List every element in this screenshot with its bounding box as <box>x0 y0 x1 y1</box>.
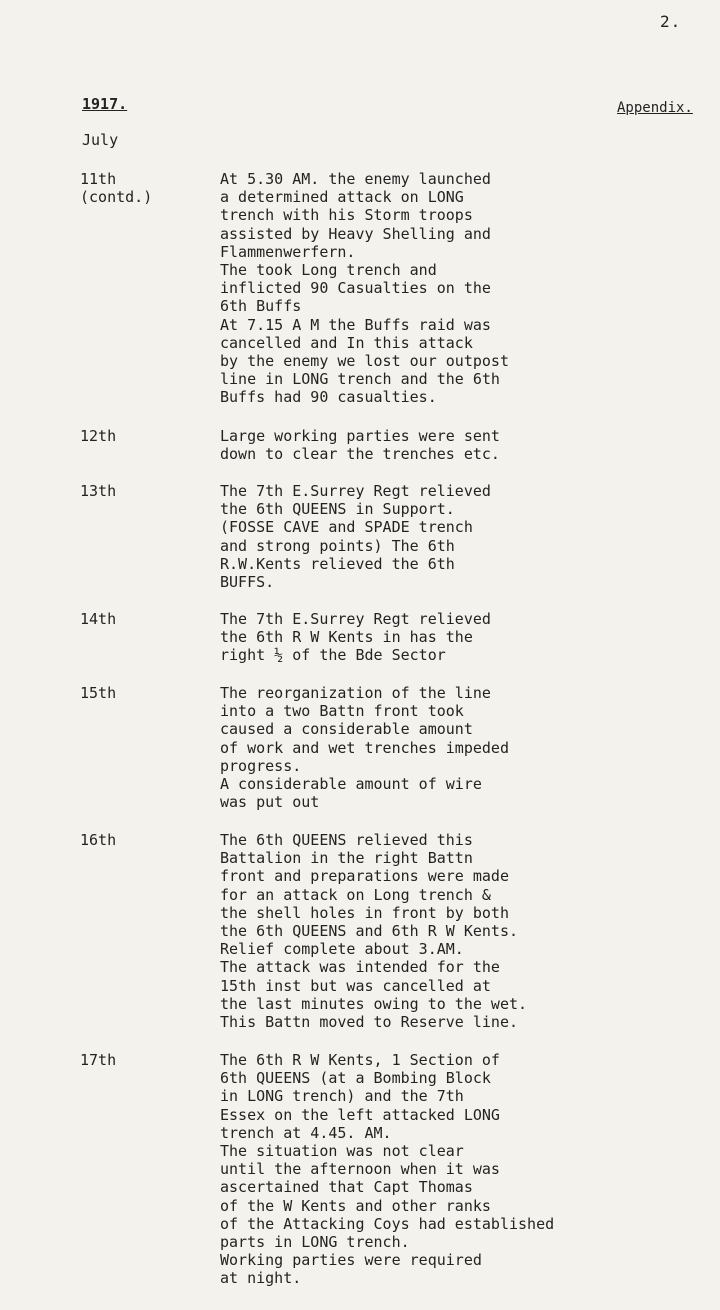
page-number: 2. <box>660 12 682 31</box>
entry-date: 14th <box>80 610 117 628</box>
entry-date: 15th <box>80 684 117 702</box>
entry-text: The reorganization of the line into a two Battn front took caused a considerable amount of work and wet trenches impeded progress. A considerable amount of wire was put out <box>220 684 509 812</box>
entry-date: 13th <box>80 482 117 500</box>
month-heading: July <box>82 131 119 149</box>
entry-text: Large working parties were sent down to clear the trenches etc. <box>220 427 500 464</box>
entry-text: The 6th QUEENS relieved this Battalion in the right Battn front and preparations were made for an attack on Long trench & the shell holes in front by both the 6th QUEENS and 6th R W Kents. Relief complete about 3.AM. The attack was intended for the 15th inst but was cancelled at the last minutes owing to the wet. This Battn moved to Reserve line. <box>220 831 528 1032</box>
entry-text: The 7th E.Surrey Regt relieved the 6th QUEENS in Support. (FOSSE CAVE and SPADE trench and strong points) The 6th R.W.Kents relieved the 6th BUFFS. <box>220 482 491 592</box>
entry-text: The 6th R W Kents, 1 Section of 6th QUEENS (at a Bombing Block in LONG trench) and the 7th Essex on the left attacked LONG trench at 4.45. AM. The situation was not clear until the afternoon when it was ascertained that Capt Thomas of the W Kents and other ranks of the Attacking Coys had established parts in LONG trench. Working parties were required at night. <box>220 1051 555 1288</box>
appendix-label: Appendix. <box>617 100 693 116</box>
entry-date: 12th <box>80 427 117 445</box>
entry-text: The 7th E.Surrey Regt relieved the 6th R W Kents in has the right ½ of the Bde Sector <box>220 610 491 665</box>
entry-date: 16th <box>80 831 117 849</box>
entry-text: At 5.30 AM. the enemy launched a determined attack on LONG trench with his Storm troops assisted by Heavy Shelling and Flammenwerfern. The took Long trench and inflicted 90 Casualties on the 6th Buffs At 7.15 A M the Buffs raid was cancelled and In this attack by the enemy we lost our outpost line in LONG trench and the 6th Buffs had 90 casualties. <box>220 170 509 407</box>
entry-date: 11th (contd.) <box>80 170 153 207</box>
entry-date: 17th <box>80 1051 117 1069</box>
year-heading: 1917. <box>82 95 128 113</box>
